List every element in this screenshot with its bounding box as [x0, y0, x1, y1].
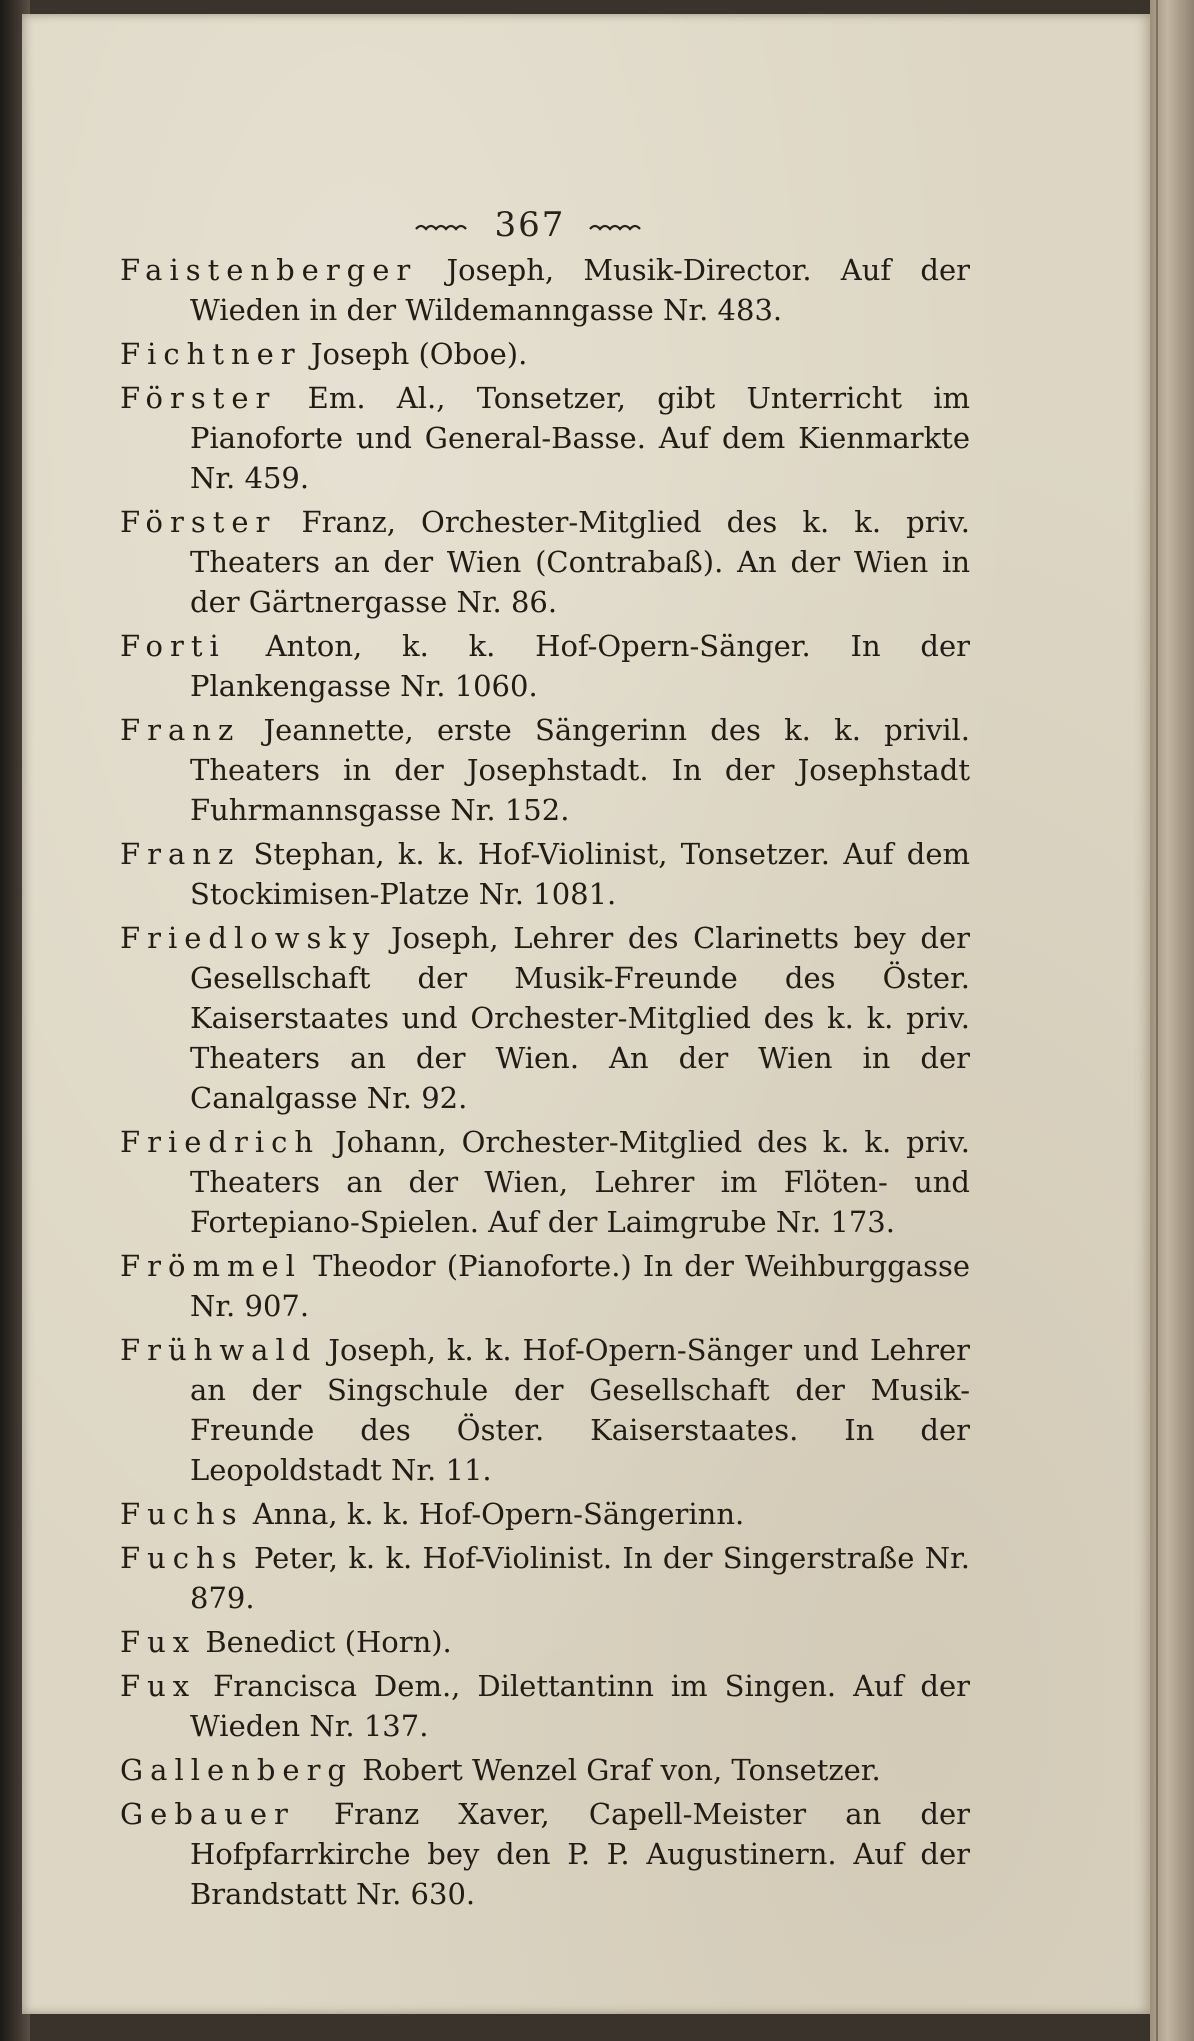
entry-text: Joseph, k. k. Hof-Opern-Sänger und Lehrer an der Singschule der Gesellschaft der Musik-Freunde des Öster. Kaiserstaates. In der Leopoldstadt Nr. 11.	[190, 1333, 971, 1487]
entry-text: Peter, k. k. Hof-Violinist. In der Singerstraße Nr. 879.	[190, 1541, 970, 1615]
entry-name: Fux	[120, 1625, 197, 1659]
entry-name: Förster	[120, 381, 277, 415]
page-number: 367	[494, 205, 566, 245]
entry-name: Fuchs	[120, 1541, 244, 1575]
directory-entries	[120, 250, 970, 1918]
entry-text: Francisca Dem., Dilettantinn im Singen. Auf der Wieden Nr. 137.	[190, 1669, 971, 1743]
page-edges	[1150, 0, 1194, 2041]
entry-text: Joseph (Oboe).	[310, 337, 528, 371]
entry-text: Franz, Orchester-Mitglied des k. k. priv. Theaters an der Wien (Contrabaß). An der Wien in der Gärtnergasse Nr. 86.	[190, 505, 970, 619]
entry-name: Friedrich	[120, 1125, 321, 1159]
entry	[120, 626, 970, 706]
entry	[120, 1246, 970, 1326]
entry	[120, 1330, 970, 1490]
entry-text: Jeannette, erste Sängerinn des k. k. privil. Theaters in der Josephstadt. In der Josephstadt Fuhrmannsgasse Nr. 152.	[190, 713, 971, 827]
entry-text: Anton, k. k. Hof-Opern-Sänger. In der Plankengasse Nr. 1060.	[190, 629, 970, 703]
entry-text: Theodor (Pianoforte.) In der Weihburggasse Nr. 907.	[190, 1249, 970, 1323]
entry-name: Fux	[120, 1669, 197, 1703]
entry-name: Gebauer	[120, 1797, 295, 1831]
entry	[120, 1494, 970, 1534]
entry-name: Frömmel	[120, 1249, 302, 1283]
ornament-right-icon	[588, 221, 646, 233]
entry-text: Johann, Orchester-Mitglied des k. k. priv. Theaters an der Wien, Lehrer im Flöten- und Fortepiano-Spielen. Auf der Laimgrube Nr. 173.	[190, 1125, 971, 1239]
entry	[120, 378, 970, 498]
entry	[120, 834, 970, 914]
entry	[120, 1122, 970, 1242]
entry	[120, 710, 970, 830]
entry-name: Frühwald	[120, 1333, 318, 1367]
entry-text: Benedict (Horn).	[205, 1625, 452, 1659]
entry-text: Robert Wenzel Graf von, Tonsetzer.	[362, 1753, 881, 1787]
page-header	[380, 205, 680, 245]
entry-name: Franz	[120, 837, 241, 871]
entry	[120, 502, 970, 622]
entry	[120, 918, 970, 1118]
ornament-left-icon	[414, 221, 472, 233]
entry-text: Anna, k. k. Hof-Opern-Sängerinn.	[252, 1497, 745, 1531]
entry-text: Franz Xaver, Capell-Meister an der Hofpfarrkirche bey den P. P. Augustinern. Auf der Brandstatt Nr. 630.	[190, 1797, 970, 1911]
entry-name: Förster	[120, 505, 277, 539]
entry-name: Fichtner	[120, 337, 302, 371]
entry-name: Faistenberger	[120, 253, 418, 287]
entry-text: Stephan, k. k. Hof-Violinist, Tonsetzer. Auf dem Stockimisen-Platze Nr. 1081.	[190, 837, 971, 911]
entry	[120, 1750, 970, 1790]
entry-name: Fuchs	[120, 1497, 244, 1531]
entry	[120, 334, 970, 374]
entry-name: Friedlowsky	[120, 921, 377, 955]
entry-name: Gallenberg	[120, 1753, 353, 1787]
entry-text: Joseph, Lehrer des Clarinetts bey der Gesellschaft der Musik-Freunde des Öster. Kaiserstaates und Orchester-Mitglied des k. k. priv. Theaters an der Wien. An der Wien in der Canalgasse Nr. 92.	[190, 921, 970, 1115]
entry	[120, 250, 970, 330]
entry-text: Em. Al., Tonsetzer, gibt Unterricht im Pianoforte und General-Basse. Auf dem Kienmarkte Nr. 459.	[190, 381, 971, 495]
entry	[120, 1666, 970, 1746]
entry-name: Franz	[120, 713, 241, 747]
entry	[120, 1794, 970, 1914]
entry	[120, 1538, 970, 1618]
entry-text: Joseph, Musik-Director. Auf der Wieden in der Wildemanngasse Nr. 483.	[190, 253, 970, 327]
entry-name: Forti	[120, 629, 226, 663]
entry	[120, 1622, 970, 1662]
